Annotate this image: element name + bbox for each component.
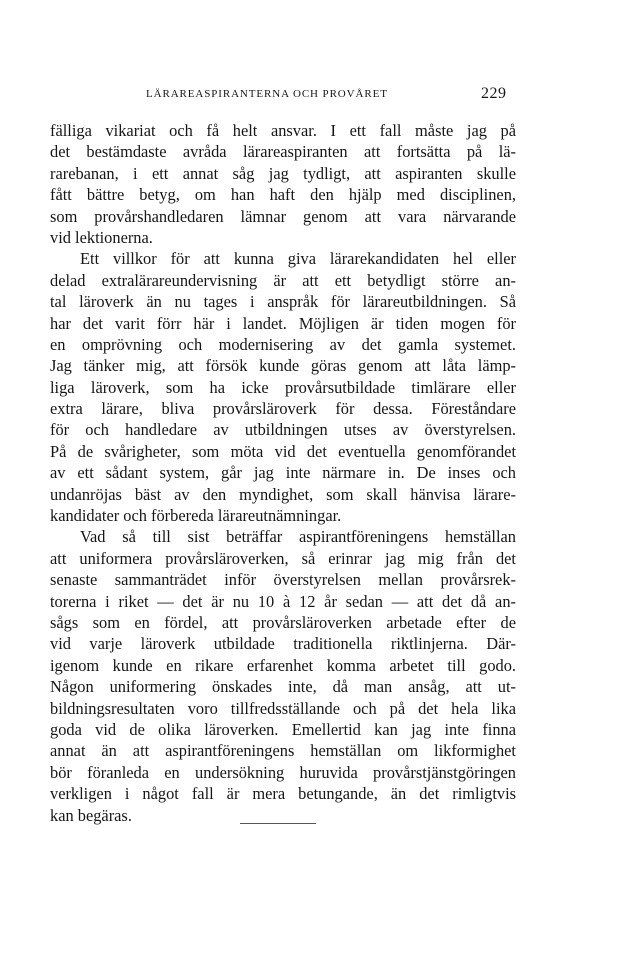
text-line: extra lärare, bliva provårsläroverk för dessa. Föreståndare — [50, 399, 516, 419]
running-title: LÄRAREASPIRANTERNA OCH PROVÅRET — [146, 88, 388, 100]
text-line: fälliga vikariat och få helt ansvar. I ett fall måste jag på — [50, 121, 516, 140]
text-line: torerna i riket — det är nu 10 à 12 år sedan — att det då an- — [50, 591, 516, 611]
body-text — [50, 120, 516, 826]
running-head — [0, 86, 624, 110]
text-line: igenom kunde en rikare erfarenhet komma arbetet till godo. — [50, 655, 516, 675]
text-line: undanröjas bäst av den myndighet, som skall hänvisa lärare- — [50, 484, 516, 504]
text-line: verkligen i något fall är mera betungande, än det rimligtvis — [50, 784, 516, 804]
text-line: vid lektionerna. — [50, 227, 153, 247]
text-line: delad extralärareundervisning är att ett betydligt större an- — [50, 270, 516, 290]
text-line: kan begäras. — [50, 805, 132, 825]
text-line: tal läroverk än nu tages i anspråk för lärareutbildningen. Så — [50, 292, 516, 312]
text-line: har det varit förr här i landet. Möjligen är tiden mogen för — [50, 313, 516, 333]
text-line: det bestämdaste avråda lärareaspiranten att fortsätta på lä- — [50, 142, 516, 162]
text-line: senaste sammanträdet inför överstyrelsen mellan provårsrek- — [50, 570, 516, 590]
text-line: bör föranleda en undersökning huruvida provårstjänstgöringen — [50, 762, 516, 782]
paragraph-start-line: Vad så till sist beträffar aspirantföreningens hemställan — [80, 527, 516, 547]
paragraph-start-line: Ett villkor för att kunna giva lärarekandidaten hel eller — [80, 249, 516, 269]
text-line: för och handledare av utbildningen utses av överstyrelsen. — [50, 420, 516, 440]
text-line: goda vid de olika läroverken. Emellertid kan jag inte finna — [50, 719, 516, 739]
section-end-rule — [240, 823, 316, 824]
text-line: fått bättre betyg, om han haft den hjälp med disciplinen, — [50, 185, 516, 205]
text-line: som provårshandledaren lämnar genom att vara närvarande — [50, 206, 516, 226]
text-line: Någon uniformering önskades inte, då man ansåg, att ut- — [50, 677, 516, 697]
page-number: 229 — [481, 85, 507, 102]
text-line: en omprövning och modernisering av det gamla systemet. — [50, 334, 516, 354]
text-line: rarebanan, i ett annat såg jag tydligt, att aspiranten skulle — [50, 163, 516, 183]
text-line: bildningsresultaten voro tillfredsställande och på det hela lika — [50, 698, 516, 718]
text-line: liga läroverk, som ha icke provårsutbildade timlärare eller — [50, 377, 516, 397]
text-line: kandidater och förbereda lärareutnämningar. — [50, 506, 342, 526]
text-line: Jag tänker mig, att försök kunde göras genom att låta lämp- — [50, 356, 516, 376]
text-line: På de svårigheter, som möta vid det eventuella genomförandet — [50, 441, 516, 461]
text-line: vid varje läroverk utbildade traditionella riktlinjerna. Där- — [50, 634, 516, 654]
text-line: annat än att aspirantföreningens hemställan om likformighet — [50, 741, 516, 761]
text-line: sågs som en fördel, att provårsläroverken arbetade efter de — [50, 612, 516, 632]
text-line: av ett sådant system, går jag inte närmare in. De inses och — [50, 463, 516, 483]
text-line: att uniformera provårsläroverken, så erinrar jag mig från det — [50, 548, 516, 568]
